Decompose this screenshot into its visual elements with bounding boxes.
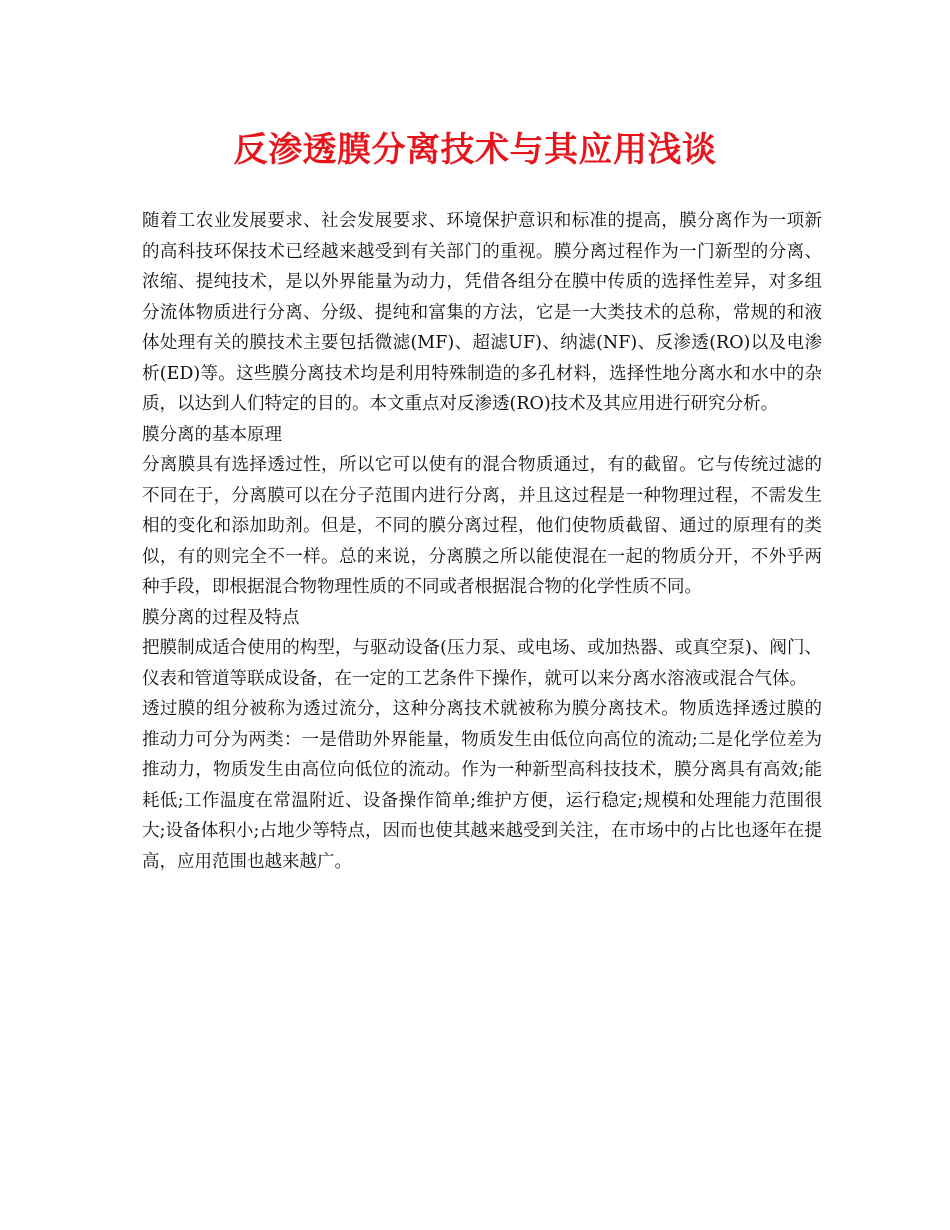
process-paragraph: 把膜制成适合使用的构型，与驱动设备(压力泵、或电场、或加热器、或真空泵)、阀门、仪表和管道等联成设备，在一定的工艺条件下操作，就可以来分离水溶液或混合气体。 xyxy=(142,638,822,689)
basic-principle-paragraph: 分离膜具有选择透过性，所以它可以使有的混合物质通过，有的截留。它与传统过滤的不同在于，分离膜可以在分子范围内进行分离，并且这过程是一种物理过程，不需发生相的变化和添加助剂。但是，不同的膜分离过程，他们使物质截留、通过的原理有的类似，有的则完全不一样。总的来说，分离膜之所以能使混在一起的物质分开，不外乎两种手段，即根据混合物物理性质的不同或者根据混合物的化学性质不同。 xyxy=(142,455,822,597)
document-title: 反渗透膜分离技术与其应用浅谈 xyxy=(233,130,717,170)
section-heading-process-features: 膜分离的过程及特点 xyxy=(142,607,300,628)
section-heading-basic-principle: 膜分离的基本原理 xyxy=(142,424,282,445)
intro-paragraph: 随着工农业发展要求、社会发展要求、环境保护意识和标准的提高，膜分离作为一项新的高科技环保技术已经越来越受到有关部门的重视。膜分离过程作为一门新型的分离、浓缩、提纯技术，是以外界能量为动力，凭借各组分在膜中传质的选择性差异，对多组分流体物质进行分离、分级、提纯和富集的方法，它是一大类技术的总称，常规的和液体处理有关的膜技术主要包括微滤(MF)、超滤UF)、纳滤(NF)、反渗透(RO)以及电渗析(ED)等。这些膜分离技术均是利用特殊制造的多孔材料，选择性地分离水和水中的杂质，以达到人们特定的目的。本文重点对反渗透(RO)技术及其应用进行研究分析。 xyxy=(142,211,822,414)
features-paragraph: 透过膜的组分被称为透过流分，这种分离技术就被称为膜分离技术。物质选择透过膜的推动力可分为两类：一是借助外界能量，物质发生由低位向高位的流动;二是化学位差为推动力，物质发生由高位向低位的流动。作为一种新型高科技技术，膜分离具有高效;能耗低;工作温度在常温附近、设备操作简单;维护方便，运行稳定;规模和处理能力范围很大;设备体积小;占地少等特点，因而也使其越来越受到关注，在市场中的占比也逐年在提高，应用范围也越来越广。 xyxy=(142,699,822,872)
document-body xyxy=(142,206,822,877)
